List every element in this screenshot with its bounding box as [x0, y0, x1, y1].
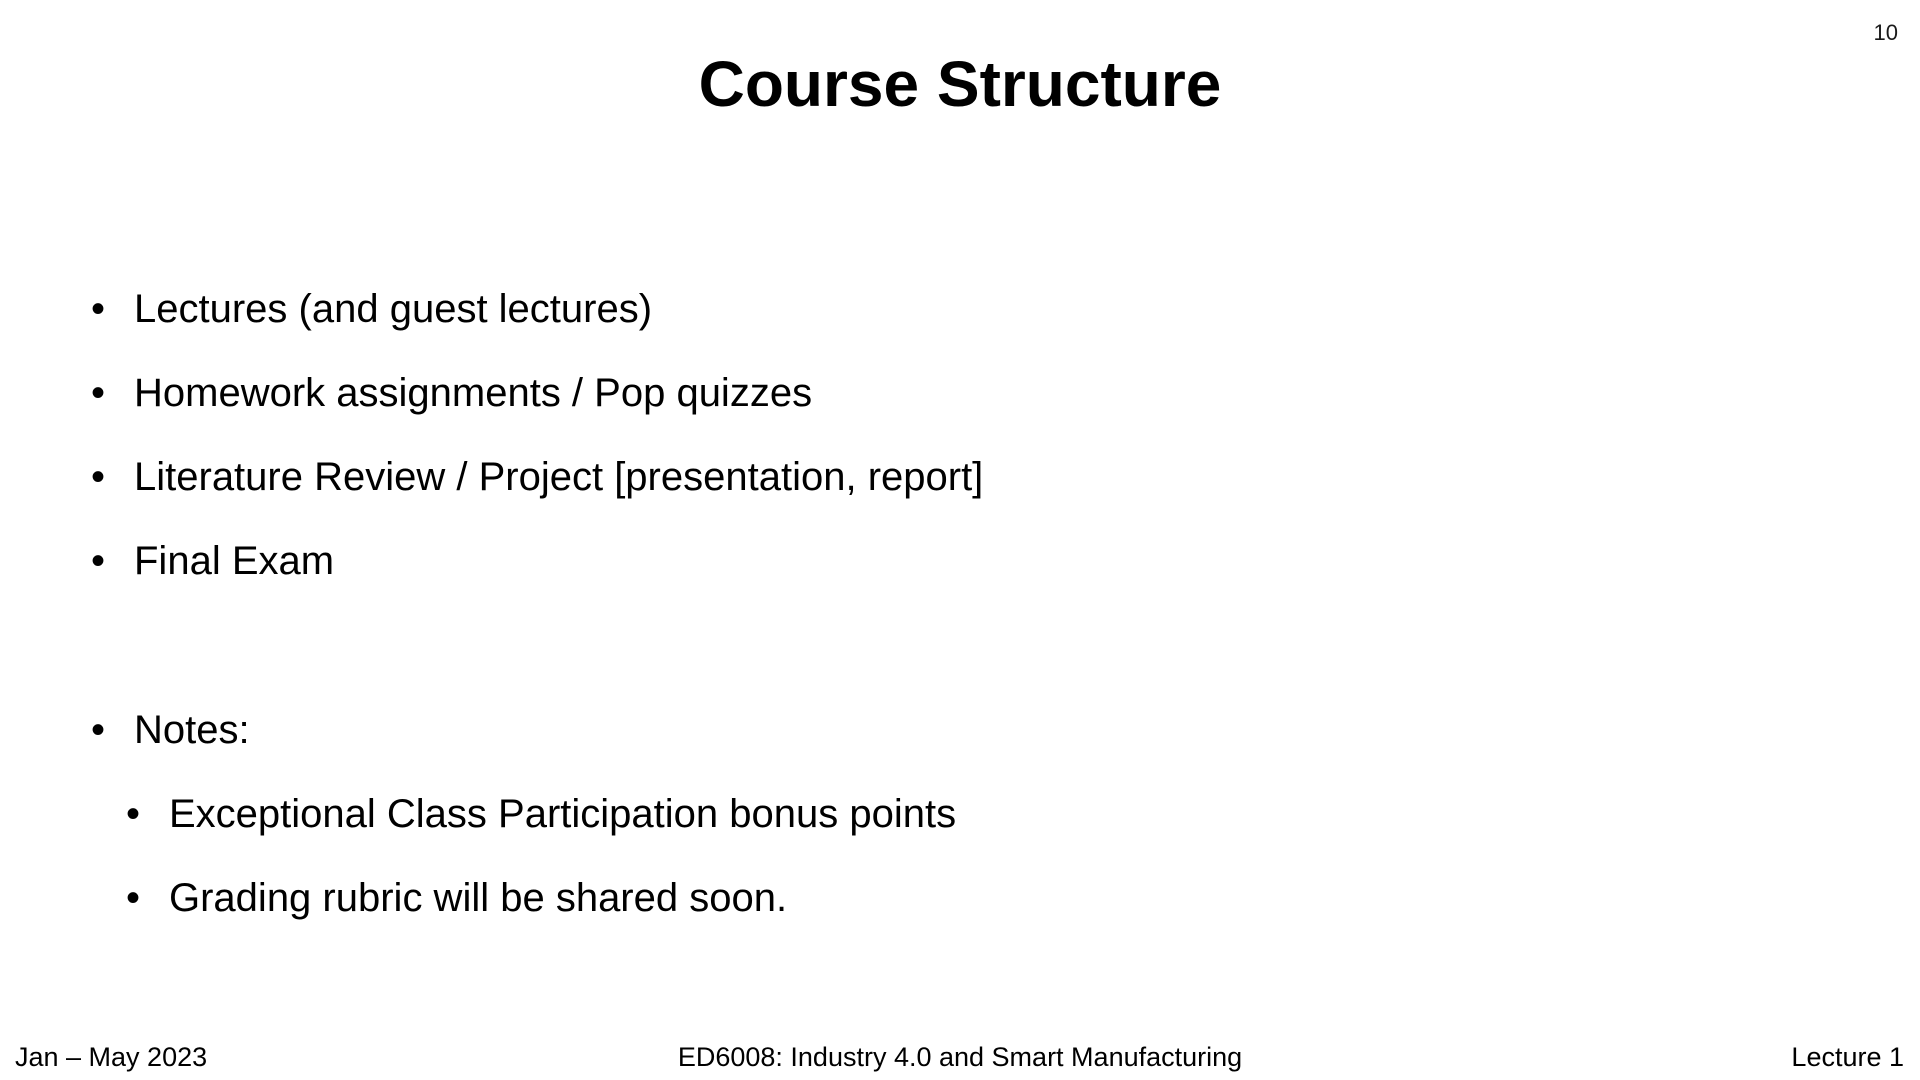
bullet-dot-icon: • — [125, 792, 140, 836]
bullet-dot-icon: • — [90, 539, 105, 583]
bullet-text: Homework assignments / Pop quizzes — [134, 371, 813, 415]
bullet-text: Grading rubric will be shared soon. — [169, 876, 788, 920]
bullet-text: Lectures (and guest lectures) — [134, 287, 653, 331]
bullet-dot-icon: • — [90, 287, 105, 331]
bullet-text: Notes: — [134, 708, 250, 752]
footer-date: Jan – May 2023 — [15, 1042, 208, 1072]
bullet-text: Exceptional Class Participation bonus points — [169, 792, 957, 836]
bullet-dot-icon: • — [125, 876, 140, 920]
slide-title: Course Structure — [698, 48, 1222, 120]
footer-course-name: ED6008: Industry 4.0 and Smart Manufacturing — [677, 1042, 1243, 1072]
footer-lecture-label: Lecture 1 — [1791, 1042, 1904, 1072]
bullet-text: Literature Review / Project [presentation, report] — [134, 455, 984, 499]
bullet-text: Final Exam — [134, 539, 335, 583]
bullet-dot-icon: • — [90, 708, 105, 752]
bullet-dot-icon: • — [90, 455, 105, 499]
bullet-dot-icon: • — [90, 371, 105, 415]
slide-number: 10 — [1873, 20, 1898, 45]
